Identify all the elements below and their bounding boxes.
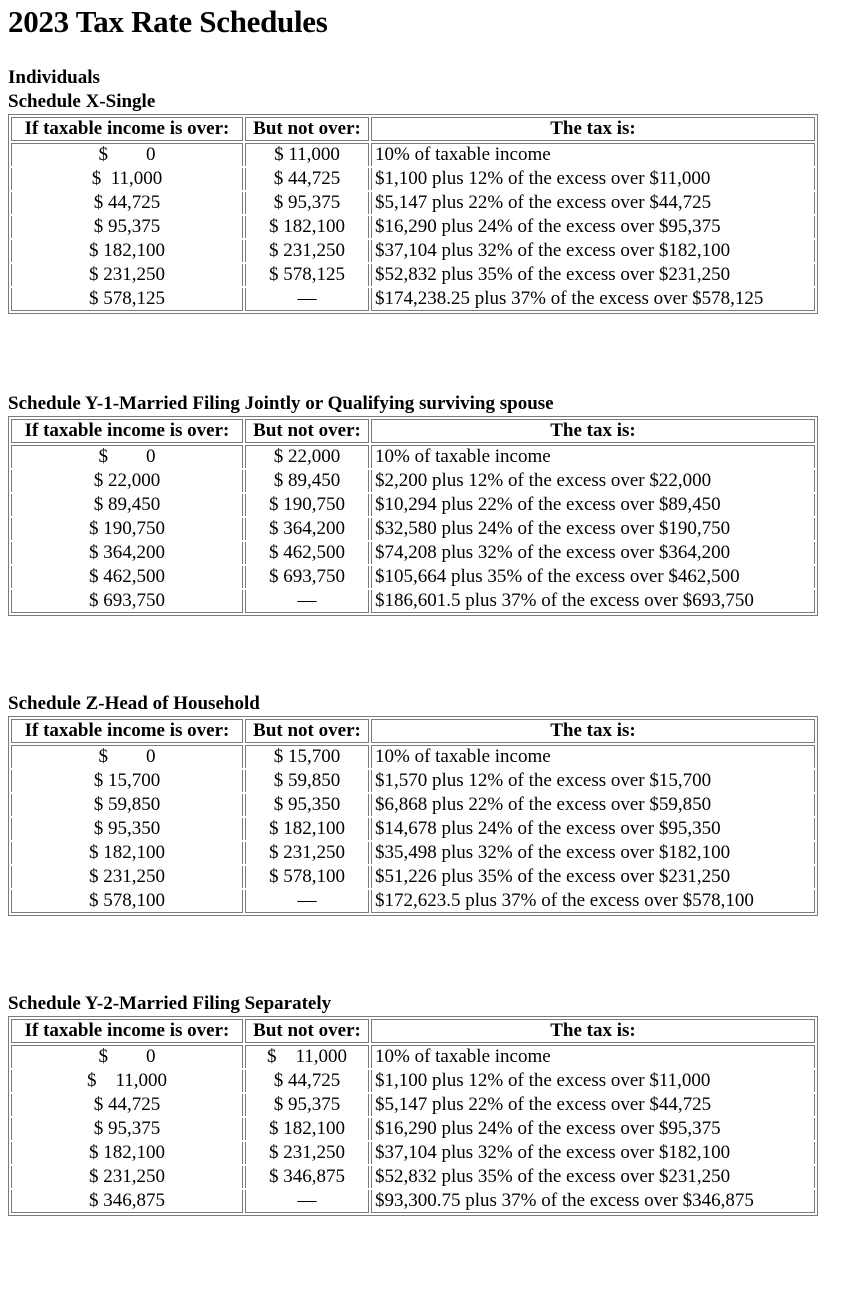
table-row xyxy=(11,445,815,468)
cell-income-over: $ 0 xyxy=(11,445,243,468)
cell-tax-is: $37,104 plus 32% of the excess over $182,100 xyxy=(371,1142,815,1164)
header-tax-is: The tax is: xyxy=(371,719,815,743)
cell-but-not-over: $ 693,750 xyxy=(245,566,369,588)
cell-tax-is: 10% of taxable income xyxy=(371,1045,815,1068)
cell-but-not-over: $ 578,100 xyxy=(245,866,369,888)
page-title: 2023 Tax Rate Schedules xyxy=(8,4,328,39)
cell-tax-is: $93,300.75 plus 37% of the excess over $346,875 xyxy=(371,1190,815,1213)
cell-but-not-over: $ 462,500 xyxy=(245,542,369,564)
cell-income-over: $ 182,100 xyxy=(11,1142,243,1164)
cell-tax-is: $51,226 plus 35% of the excess over $231,250 xyxy=(371,866,815,888)
cell-income-over: $ 95,375 xyxy=(11,216,243,238)
cell-tax-is: $5,147 plus 22% of the excess over $44,725 xyxy=(371,192,815,214)
cell-tax-is: $35,498 plus 32% of the excess over $182,100 xyxy=(371,842,815,864)
cell-income-over: $ 231,250 xyxy=(11,866,243,888)
cell-tax-is: $52,832 plus 35% of the excess over $231,250 xyxy=(371,1166,815,1188)
cell-income-over: $ 0 xyxy=(11,1045,243,1068)
table-row xyxy=(11,1166,815,1188)
cell-income-over: $ 95,375 xyxy=(11,1118,243,1140)
cell-but-not-over: $ 346,875 xyxy=(245,1166,369,1188)
cell-income-over: $ 231,250 xyxy=(11,264,243,286)
cell-income-over: $ 44,725 xyxy=(11,192,243,214)
cell-tax-is: $74,208 plus 32% of the excess over $364,200 xyxy=(371,542,815,564)
schedule-z-head-of-household-title: Schedule Z-Head of Household xyxy=(8,693,260,714)
cell-tax-is: $16,290 plus 24% of the excess over $95,375 xyxy=(371,216,815,238)
cell-tax-is: $172,623.5 plus 37% of the excess over $578,100 xyxy=(371,890,815,913)
table-row xyxy=(11,1118,815,1140)
table-row xyxy=(11,542,815,564)
cell-income-over: $ 59,850 xyxy=(11,794,243,816)
cell-but-not-over: $ 22,000 xyxy=(245,445,369,468)
cell-but-not-over: $ 15,700 xyxy=(245,745,369,768)
cell-income-over: $ 364,200 xyxy=(11,542,243,564)
cell-income-over: $ 182,100 xyxy=(11,240,243,262)
group-heading-individuals: Individuals xyxy=(8,67,100,88)
header-but-not-over: But not over: xyxy=(245,419,369,443)
cell-but-not-over: $ 89,450 xyxy=(245,470,369,492)
cell-income-over: $ 0 xyxy=(11,143,243,166)
cell-tax-is: $1,570 plus 12% of the excess over $15,700 xyxy=(371,770,815,792)
cell-tax-is: $32,580 plus 24% of the excess over $190,750 xyxy=(371,518,815,540)
cell-income-over: $ 578,125 xyxy=(11,288,243,311)
cell-income-over: $ 89,450 xyxy=(11,494,243,516)
cell-but-not-over: — xyxy=(245,1190,369,1213)
cell-income-over: $ 95,350 xyxy=(11,818,243,840)
table-row xyxy=(11,566,815,588)
cell-tax-is: $37,104 plus 32% of the excess over $182,100 xyxy=(371,240,815,262)
cell-but-not-over: $ 578,125 xyxy=(245,264,369,286)
cell-but-not-over: $ 44,725 xyxy=(245,1070,369,1092)
cell-but-not-over: $ 11,000 xyxy=(245,1045,369,1068)
cell-but-not-over: — xyxy=(245,288,369,311)
cell-but-not-over: $ 190,750 xyxy=(245,494,369,516)
table-row xyxy=(11,264,815,286)
cell-income-over: $ 11,000 xyxy=(11,168,243,190)
schedule-z-head-of-household-table xyxy=(8,716,818,916)
cell-but-not-over: $ 231,250 xyxy=(245,240,369,262)
header-but-not-over: But not over: xyxy=(245,719,369,743)
cell-income-over: $ 190,750 xyxy=(11,518,243,540)
table-row xyxy=(11,240,815,262)
header-income-over: If taxable income is over: xyxy=(11,1019,243,1043)
header-income-over: If taxable income is over: xyxy=(11,419,243,443)
table-row xyxy=(11,866,815,888)
cell-but-not-over: $ 182,100 xyxy=(245,1118,369,1140)
header-income-over: If taxable income is over: xyxy=(11,719,243,743)
cell-tax-is: $1,100 plus 12% of the excess over $11,000 xyxy=(371,168,815,190)
cell-income-over: $ 182,100 xyxy=(11,842,243,864)
table-row xyxy=(11,518,815,540)
cell-income-over: $ 231,250 xyxy=(11,1166,243,1188)
header-income-over: If taxable income is over: xyxy=(11,117,243,141)
header-tax-is: The tax is: xyxy=(371,1019,815,1043)
cell-tax-is: $1,100 plus 12% of the excess over $11,000 xyxy=(371,1070,815,1092)
cell-income-over: $ 578,100 xyxy=(11,890,243,913)
cell-but-not-over: $ 44,725 xyxy=(245,168,369,190)
cell-income-over: $ 44,725 xyxy=(11,1094,243,1116)
schedule-y2-married-separately-table xyxy=(8,1016,818,1216)
table-row xyxy=(11,168,815,190)
cell-income-over: $ 346,875 xyxy=(11,1190,243,1213)
table-row xyxy=(11,1070,815,1092)
cell-tax-is: 10% of taxable income xyxy=(371,143,815,166)
cell-income-over: $ 462,500 xyxy=(11,566,243,588)
table-header-row xyxy=(11,419,815,443)
cell-tax-is: $10,294 plus 22% of the excess over $89,450 xyxy=(371,494,815,516)
table-row xyxy=(11,494,815,516)
schedule-x-single-table xyxy=(8,114,818,314)
cell-but-not-over: $ 95,350 xyxy=(245,794,369,816)
table-row xyxy=(11,1094,815,1116)
schedule-y1-married-jointly-table xyxy=(8,416,818,616)
table-row xyxy=(11,1190,815,1213)
header-but-not-over: But not over: xyxy=(245,1019,369,1043)
table-header-row xyxy=(11,719,815,743)
header-tax-is: The tax is: xyxy=(371,419,815,443)
cell-income-over: $ 22,000 xyxy=(11,470,243,492)
table-row xyxy=(11,794,815,816)
cell-tax-is: $2,200 plus 12% of the excess over $22,000 xyxy=(371,470,815,492)
cell-income-over: $ 0 xyxy=(11,745,243,768)
cell-tax-is: $14,678 plus 24% of the excess over $95,350 xyxy=(371,818,815,840)
cell-income-over: $ 15,700 xyxy=(11,770,243,792)
table-row xyxy=(11,590,815,613)
cell-but-not-over: $ 95,375 xyxy=(245,192,369,214)
table-row xyxy=(11,288,815,311)
cell-but-not-over: $ 182,100 xyxy=(245,818,369,840)
cell-tax-is: $16,290 plus 24% of the excess over $95,375 xyxy=(371,1118,815,1140)
cell-but-not-over: $ 231,250 xyxy=(245,842,369,864)
cell-tax-is: $105,664 plus 35% of the excess over $462,500 xyxy=(371,566,815,588)
table-row xyxy=(11,770,815,792)
cell-but-not-over: — xyxy=(245,590,369,613)
cell-but-not-over: $ 182,100 xyxy=(245,216,369,238)
cell-tax-is: $6,868 plus 22% of the excess over $59,850 xyxy=(371,794,815,816)
cell-tax-is: 10% of taxable income xyxy=(371,745,815,768)
table-row xyxy=(11,192,815,214)
cell-income-over: $ 11,000 xyxy=(11,1070,243,1092)
schedule-y2-married-separately-title: Schedule Y-2-Married Filing Separately xyxy=(8,993,332,1014)
cell-but-not-over: $ 364,200 xyxy=(245,518,369,540)
header-but-not-over: But not over: xyxy=(245,117,369,141)
table-row xyxy=(11,1045,815,1068)
cell-tax-is: 10% of taxable income xyxy=(371,445,815,468)
cell-income-over: $ 693,750 xyxy=(11,590,243,613)
schedule-y1-married-jointly-title: Schedule Y-1-Married Filing Jointly or Qualifying surviving spouse xyxy=(8,393,554,414)
table-row xyxy=(11,470,815,492)
cell-but-not-over: $ 231,250 xyxy=(245,1142,369,1164)
cell-but-not-over: $ 95,375 xyxy=(245,1094,369,1116)
table-row xyxy=(11,745,815,768)
cell-tax-is: $186,601.5 plus 37% of the excess over $693,750 xyxy=(371,590,815,613)
table-row xyxy=(11,1142,815,1164)
cell-tax-is: $174,238.25 plus 37% of the excess over $578,125 xyxy=(371,288,815,311)
table-header-row xyxy=(11,117,815,141)
table-row xyxy=(11,818,815,840)
cell-but-not-over: — xyxy=(245,890,369,913)
table-row xyxy=(11,216,815,238)
table-header-row xyxy=(11,1019,815,1043)
cell-but-not-over: $ 59,850 xyxy=(245,770,369,792)
cell-but-not-over: $ 11,000 xyxy=(245,143,369,166)
cell-tax-is: $5,147 plus 22% of the excess over $44,725 xyxy=(371,1094,815,1116)
table-row xyxy=(11,842,815,864)
cell-tax-is: $52,832 plus 35% of the excess over $231,250 xyxy=(371,264,815,286)
table-row xyxy=(11,890,815,913)
schedule-x-single-title: Schedule X-Single xyxy=(8,91,156,112)
header-tax-is: The tax is: xyxy=(371,117,815,141)
table-row xyxy=(11,143,815,166)
